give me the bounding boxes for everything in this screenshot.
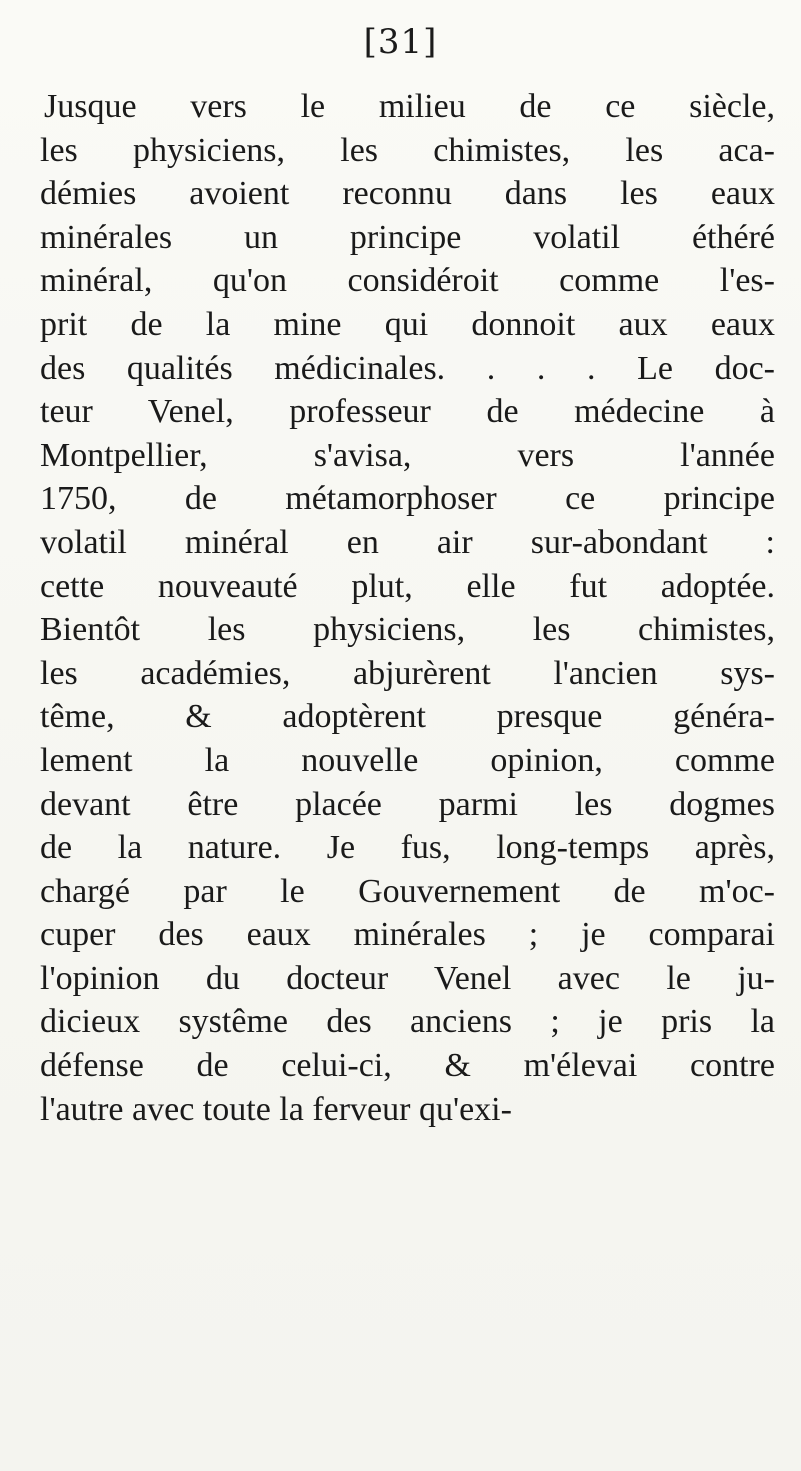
text-line: cuper des eaux minérales ; je comparai [40, 916, 775, 954]
text-line: chargé par le Gouvernement de m'oc- [40, 872, 775, 910]
text-line: dicieux systême des anciens ; je pris la [40, 1003, 775, 1041]
text-line: Montpellier, s'avisa, vers l'année [40, 436, 775, 474]
text-line: tême, & adoptèrent presque généra- [40, 698, 775, 736]
text-line: volatil minéral en air sur-abondant : [40, 523, 775, 561]
text-line: l'opinion du docteur Venel avec le ju- [40, 959, 775, 997]
text-line: de la nature. Je fus, long-temps après, [40, 829, 775, 867]
text-line: prit de la mine qui donnoit aux eaux [40, 305, 775, 343]
text-line: les physiciens, les chimistes, les aca- [40, 131, 775, 169]
text-line: minéral, qu'on considéroit comme l'es- [40, 262, 775, 300]
text-line: cette nouveauté plut, elle fut adoptée. [40, 567, 775, 605]
text-line: les académies, abjurèrent l'ancien sys- [40, 654, 775, 692]
body-text [40, 85, 775, 1131]
page-number: [31] [363, 22, 438, 62]
text-line: minérales un principe volatil éthéré [40, 218, 775, 256]
text-line: l'autre avec toute la ferveur qu'exi- [40, 1090, 512, 1128]
text-line: devant être placée parmi les dogmes [40, 785, 775, 823]
text-line: teur Venel, professeur de médecine à [40, 393, 775, 431]
text-line: démies avoient reconnu dans les eaux [40, 175, 775, 213]
text-line: défense de celui-ci, & m'élevai contre [40, 1047, 775, 1085]
text-line: des qualités médicinales. . . . Le doc- [40, 349, 775, 387]
text-line: Bientôt les physiciens, les chimistes, [40, 611, 775, 649]
text-line: 1750, de métamorphoser ce principe [40, 480, 775, 518]
text-line: Jusque vers le milieu de ce siècle, [44, 88, 775, 125]
text-line: lement la nouvelle opinion, comme [40, 741, 775, 779]
